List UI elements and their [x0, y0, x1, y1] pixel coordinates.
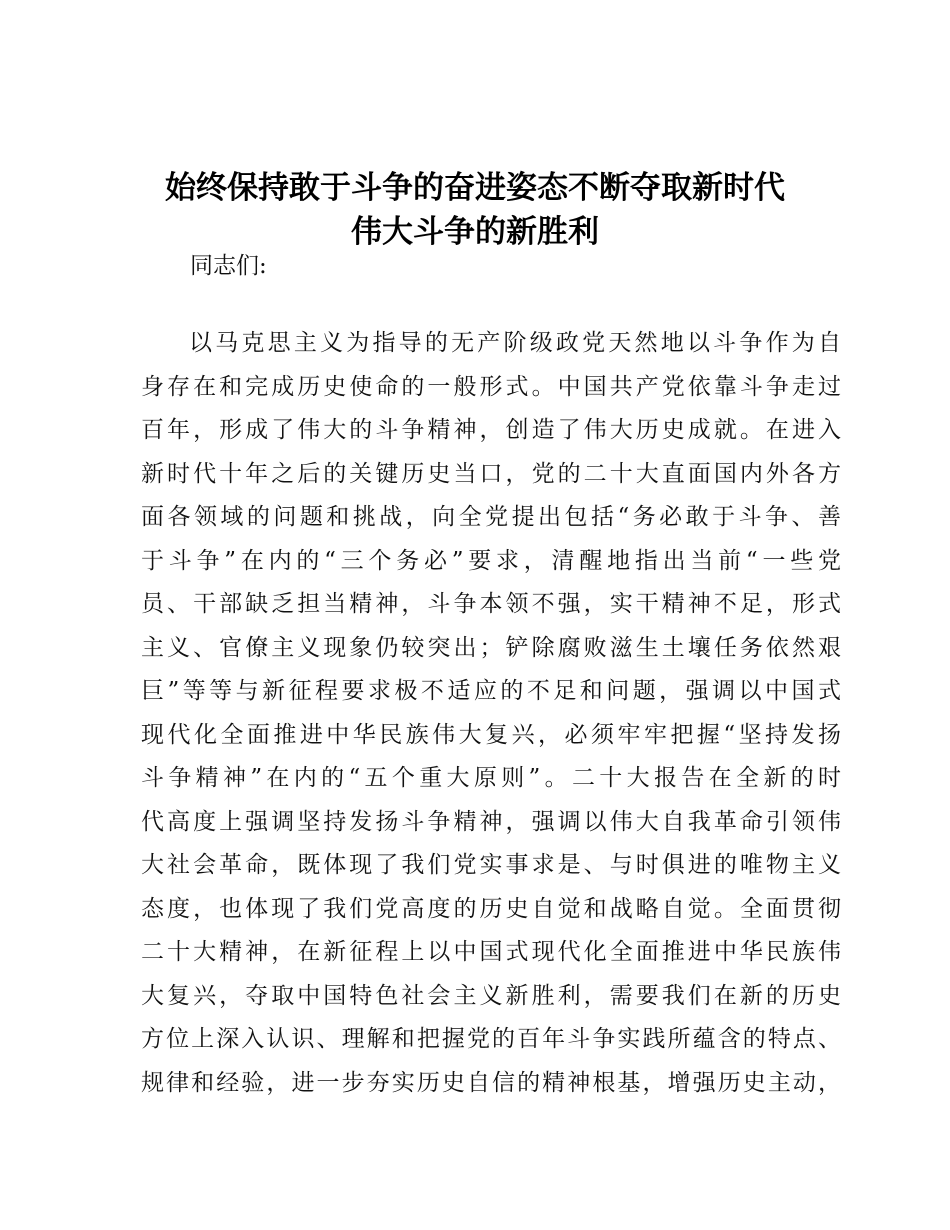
salutation: 同志们: [190, 253, 267, 279]
body-line: 身存在和完成历史使命的一般形式。中国共产党依靠斗争走过 [141, 373, 841, 400]
body-line: 大复兴，夺取中国特色社会主义新胜利，需要我们在新的历史 [141, 982, 841, 1009]
body-line: 现代化全面推进中华民族伟大复兴，必须牢牢把握“坚持发扬 [141, 721, 841, 748]
body-line: 面各领域的问题和挑战，向全党提出包括“务必敢于斗争、善 [141, 504, 841, 530]
body-paragraph [141, 322, 841, 1105]
body-line: 新时代十年之后的关键历史当口，党的二十大直面国内外各方 [141, 460, 841, 487]
body-line: 态度，也体现了我们党高度的历史自觉和战略自觉。全面贯彻 [141, 895, 841, 922]
body-line: 员、干部缺乏担当精神，斗争本领不强，实干精神不足，形式 [141, 591, 841, 617]
body-line: 方位上深入认识、理解和把握党的百年斗争实践所蕴含的特点、 [141, 1026, 841, 1052]
body-line: 斗争精神”在内的“五个重大原则”。二十大报告在全新的时 [141, 765, 841, 791]
body-line: 大社会革命，既体现了我们党实事求是、与时俱进的唯物主义 [141, 852, 841, 878]
body-line: 于斗争”在内的“三个务必”要求，清醒地指出当前“一些党 [141, 547, 841, 574]
document-title-line-1: 始终保持敢于斗争的奋进姿态不断夺取新时代 [165, 170, 785, 206]
body-line: 以马克思主义为指导的无产阶级政党天然地以斗争作为自 [189, 330, 841, 356]
body-line: 规律和经验，进一步夯实历史自信的精神根基，增强历史主动， [141, 1069, 841, 1096]
body-line: 代高度上强调坚持发扬斗争精神，强调以伟大自我革命引领伟 [141, 808, 841, 835]
document-title-line-2: 伟大斗争的新胜利 [351, 214, 599, 250]
body-line: 巨”等等与新征程要求极不适应的不足和问题，强调以中国式 [141, 678, 841, 704]
body-line: 百年，形成了伟大的斗争精神，创造了伟大历史成就。在进入 [141, 417, 841, 443]
body-line: 二十大精神，在新征程上以中国式现代化全面推进中华民族伟 [141, 939, 841, 965]
body-line: 主义、官僚主义现象仍较突出；铲除腐败滋生土壤任务依然艰 [141, 634, 841, 661]
